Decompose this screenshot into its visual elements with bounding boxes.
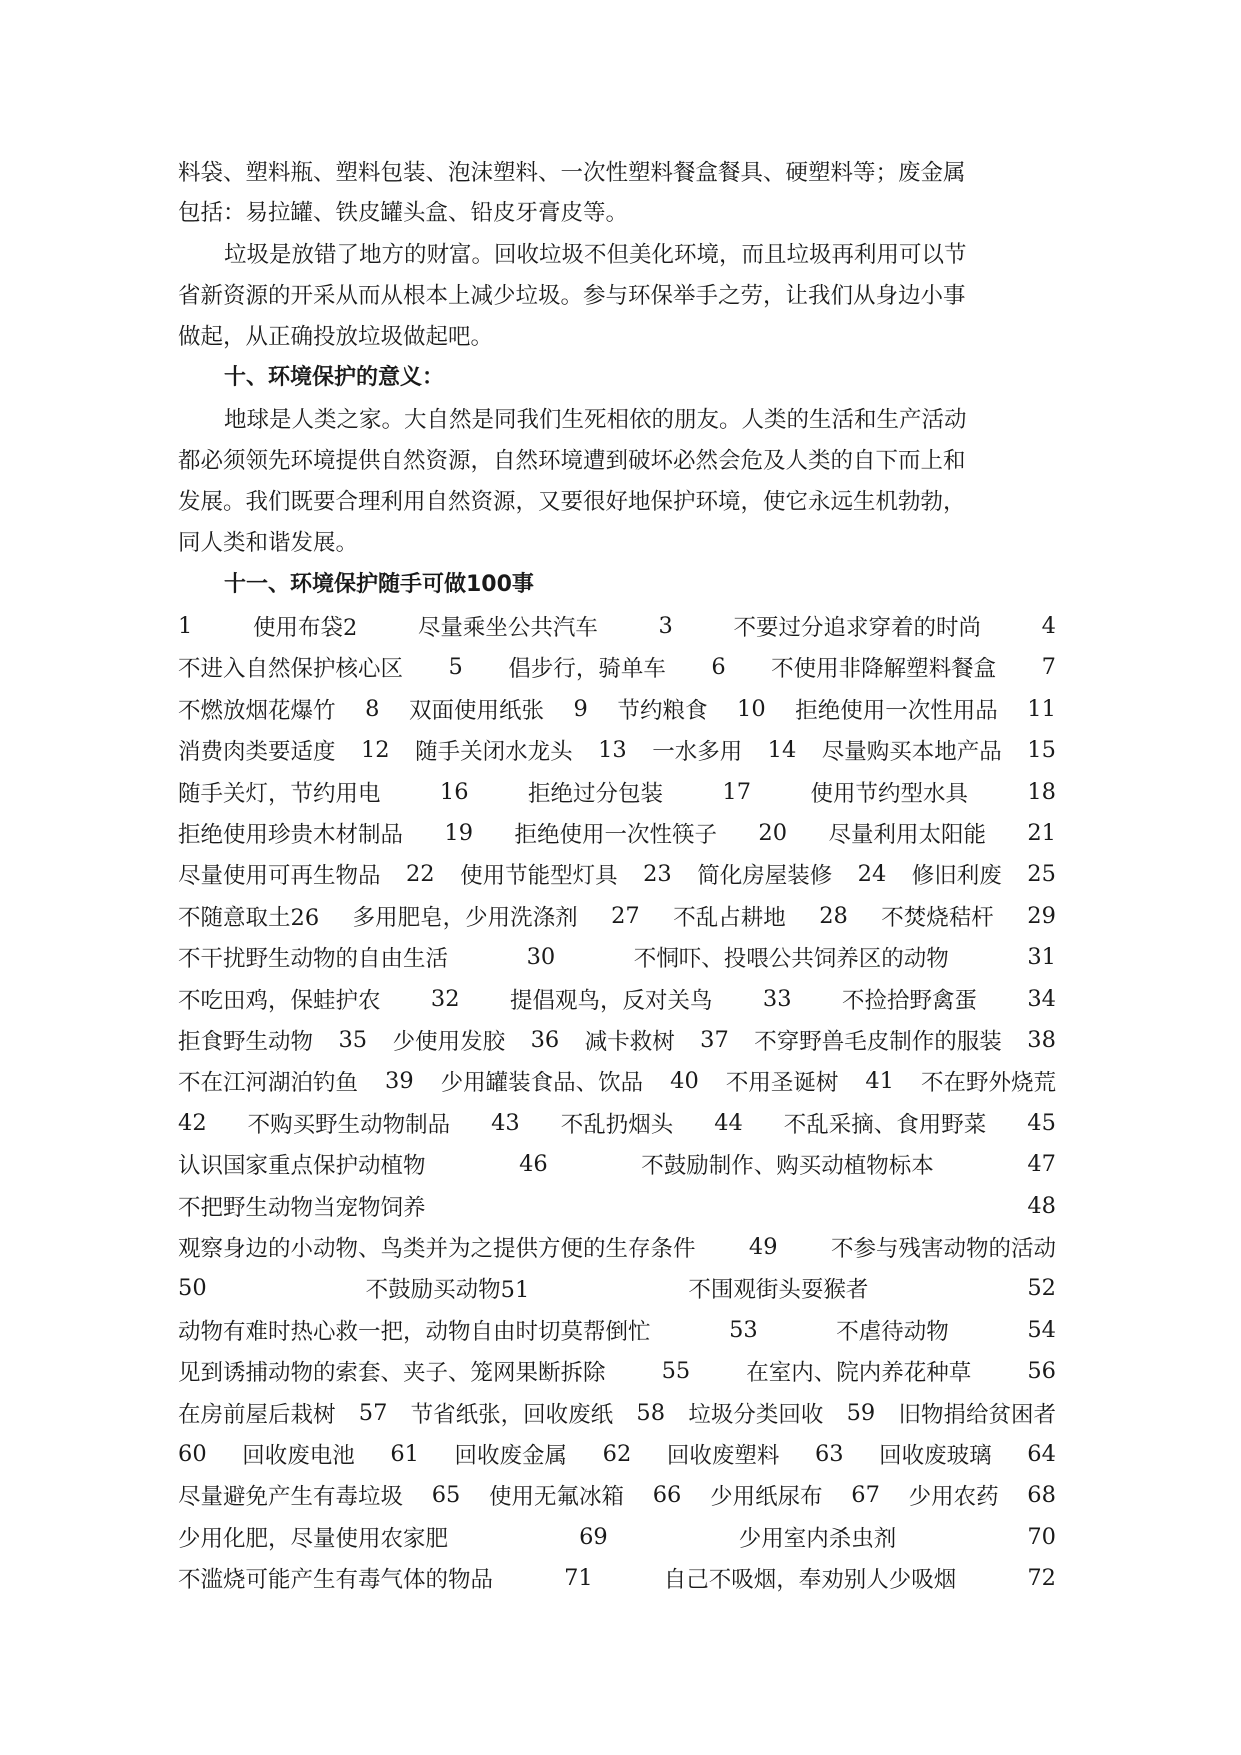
tips-item: 使用节约型水具 bbox=[810, 780, 968, 807]
paragraph-line: 垃圾是放错了地方的财富。回收垃圾不但美化环境，而且垃圾再利用可以节 bbox=[224, 242, 967, 268]
tips-item: 14 bbox=[767, 737, 797, 764]
tips-row bbox=[178, 611, 1056, 641]
tips-item: 认识国家重点保护动植物 bbox=[178, 1153, 426, 1180]
tips-item: 24 bbox=[857, 861, 887, 888]
tips-item: 63 bbox=[814, 1441, 844, 1467]
tips-row bbox=[178, 1191, 1056, 1221]
tips-item: 21 bbox=[1027, 820, 1056, 846]
tips-row bbox=[178, 1439, 1056, 1469]
tips-item: 多用肥皂，少用洗涤剂 bbox=[352, 904, 578, 931]
tips-item: 36 bbox=[530, 1027, 560, 1053]
tips-item: 不燃放烟花爆竹 bbox=[178, 697, 336, 724]
tips-item: 回收废电池 bbox=[242, 1443, 355, 1469]
tips-item: 拒食野生动物 bbox=[178, 1029, 314, 1055]
tips-item: 12 bbox=[360, 737, 390, 764]
tips-item: 17 bbox=[722, 778, 752, 805]
tips-item: 节约粮食 bbox=[617, 697, 708, 724]
paragraph-line: 都必须领先环境提供自然资源，自然环境遭到破坏必然会危及人类的自下而上和 bbox=[178, 448, 966, 474]
tips-item: 回收废塑料 bbox=[666, 1443, 780, 1469]
tips-item: 7 bbox=[1041, 654, 1056, 681]
tips-item: 节省纸张，回收废纸 bbox=[410, 1401, 614, 1428]
tips-row bbox=[178, 1273, 1056, 1303]
tips-item: 3 bbox=[658, 613, 673, 639]
tips-item: 少用室内杀虫剂 bbox=[738, 1525, 897, 1552]
tips-item: 不焚烧秸杆 bbox=[881, 904, 994, 931]
tips-item: 拒绝使用珍贵木材制品 bbox=[178, 822, 404, 848]
tips-item: 69 bbox=[579, 1523, 608, 1550]
tips-item: 30 bbox=[526, 944, 556, 971]
tips-row bbox=[178, 1315, 1056, 1345]
tips-item: 49 bbox=[748, 1234, 778, 1260]
tips-item: 少用罐装食品、饮品 bbox=[440, 1070, 644, 1097]
tips-item: 16 bbox=[439, 778, 469, 805]
tips-row bbox=[178, 777, 1056, 807]
tips-item: 动物有难时热心救一把，动物自由时切莫帮倒忙 bbox=[178, 1318, 651, 1345]
tips-item: 57 bbox=[358, 1399, 388, 1426]
tips-item: 61 bbox=[390, 1441, 419, 1467]
tips-item: 拒绝使用一次性用品 bbox=[795, 697, 998, 724]
tips-item: 23 bbox=[643, 861, 672, 888]
tips-item: 71 bbox=[564, 1565, 593, 1592]
tips-item: 尽量利用太阳能 bbox=[828, 822, 986, 848]
tips-item: 62 bbox=[602, 1441, 632, 1467]
tips-item: 少用农药 bbox=[908, 1484, 999, 1511]
tips-item: 46 bbox=[519, 1151, 548, 1178]
tips-item: 6 bbox=[711, 654, 726, 681]
tips-item: 不购买野生动物制品 bbox=[247, 1111, 451, 1138]
tips-item: 少使用发胶 bbox=[392, 1029, 506, 1055]
section-heading: 十、环境保护的意义： bbox=[224, 365, 445, 390]
paragraph-line: 包括：易拉罐、铁皮罐头盒、铅皮牙膏皮等。 bbox=[178, 200, 629, 226]
tips-item: 28 bbox=[819, 902, 848, 929]
tips-item: 使用无氟冰箱 bbox=[489, 1484, 625, 1511]
tips-item: 29 bbox=[1027, 902, 1056, 929]
tips-item: 43 bbox=[491, 1109, 520, 1136]
tips-item: 22 bbox=[405, 861, 435, 888]
tips-item: 双面使用纸张 bbox=[408, 697, 544, 724]
tips-item: 不参与残害动物的活动 bbox=[830, 1236, 1056, 1262]
tips-row bbox=[178, 901, 1056, 931]
tips-item: 55 bbox=[661, 1358, 691, 1385]
tips-item: 不在江河湖泊钓鱼 bbox=[178, 1070, 359, 1097]
paragraph-line: 地球是人类之家。大自然是同我们生死相依的朋友。人类的生活和生产活动 bbox=[224, 407, 967, 433]
tips-item: 使用节能型灯具 bbox=[460, 863, 618, 890]
tips-item: 不围观街头耍猴者 bbox=[688, 1277, 869, 1304]
tips-row bbox=[178, 859, 1056, 889]
tips-row bbox=[178, 1149, 1056, 1179]
tips-item: 20 bbox=[758, 820, 788, 846]
tips-item: 65 bbox=[431, 1482, 461, 1509]
tips-item: 48 bbox=[1027, 1192, 1056, 1219]
tips-item: 1 bbox=[178, 613, 193, 639]
tips-row bbox=[178, 942, 1056, 972]
tips-item: 消费肉类要适度 bbox=[178, 739, 336, 766]
tips-item: 18 bbox=[1027, 778, 1056, 805]
tips-item: 简化房屋装修 bbox=[697, 863, 833, 890]
tips-row bbox=[178, 694, 1056, 724]
tips-item: 不鼓励制作、购买动植物标本 bbox=[641, 1153, 934, 1180]
tips-item: 25 bbox=[1027, 861, 1056, 888]
tips-item: 68 bbox=[1027, 1482, 1056, 1509]
tips-item: 不捡拾野禽蛋 bbox=[841, 987, 977, 1014]
tips-item: 在房前屋后栽树 bbox=[178, 1401, 336, 1428]
tips-item: 67 bbox=[851, 1482, 880, 1509]
tips-row bbox=[178, 652, 1056, 682]
tips-item: 53 bbox=[729, 1316, 758, 1343]
tips-item: 60 bbox=[178, 1441, 207, 1467]
tips-item: 不乱采摘、食用野菜 bbox=[783, 1111, 987, 1138]
tips-item: 44 bbox=[714, 1109, 743, 1136]
paragraph-line: 料袋、塑料瓶、塑料包装、泡沫塑料、一次性塑料餐盒餐具、硬塑料等；废金属 bbox=[178, 160, 966, 186]
tips-item: 不用圣诞树 bbox=[725, 1070, 839, 1097]
paragraph-line: 同人类和谐发展。 bbox=[178, 530, 359, 556]
tips-item: 不乱占耕地 bbox=[673, 904, 786, 931]
tips-row bbox=[178, 1356, 1056, 1386]
tips-item: 13 bbox=[598, 737, 627, 764]
tips-item: 不乱扔烟头 bbox=[560, 1111, 674, 1138]
tips-item: 33 bbox=[762, 985, 792, 1012]
tips-item: 不滥烧可能产生有毒气体的物品 bbox=[178, 1567, 494, 1594]
tips-item: 随手关闭水龙头 bbox=[415, 739, 573, 766]
tips-item: 10 bbox=[737, 695, 766, 722]
tips-row bbox=[178, 1563, 1056, 1593]
tips-row bbox=[178, 1398, 1056, 1428]
tips-item: 38 bbox=[1027, 1027, 1056, 1053]
tips-item: 少用纸尿布 bbox=[710, 1484, 823, 1511]
tips-item: 27 bbox=[611, 902, 640, 929]
tips-item: 5 bbox=[448, 654, 463, 681]
tips-item: 50 bbox=[178, 1275, 207, 1302]
tips-item: 42 bbox=[178, 1109, 207, 1136]
tips-item: 不鼓励买动物51 bbox=[365, 1277, 530, 1304]
tips-item: 35 bbox=[338, 1027, 368, 1053]
tips-item: 45 bbox=[1027, 1109, 1056, 1136]
tips-item: 不在野外烧荒 bbox=[920, 1070, 1056, 1097]
tips-item: 垃圾分类回收 bbox=[688, 1401, 824, 1428]
tips-item: 19 bbox=[444, 820, 474, 846]
tips-item: 观察身边的小动物、鸟类并为之提供方便的生存条件 bbox=[178, 1236, 696, 1262]
tips-item: 不随意取土26 bbox=[178, 904, 320, 931]
tips-item: 尽量乘坐公共汽车 bbox=[417, 615, 598, 641]
tips-item: 不要过分追求穿着的时尚 bbox=[733, 615, 982, 641]
tips-item: 58 bbox=[636, 1399, 666, 1426]
tips-item: 59 bbox=[846, 1399, 876, 1426]
tips-row bbox=[178, 1025, 1056, 1055]
tips-item: 少用化肥，尽量使用农家肥 bbox=[178, 1525, 449, 1552]
tips-item: 减卡救树 bbox=[584, 1029, 675, 1055]
tips-item: 不恫吓、投喂公共饲养区的动物 bbox=[633, 946, 949, 973]
paragraph-line: 发展。我们既要合理利用自然资源，又要很好地保护环境，使它永远生机勃勃， bbox=[178, 489, 966, 515]
tips-item: 72 bbox=[1027, 1565, 1056, 1592]
tips-item: 随手关灯，节约用电 bbox=[178, 780, 381, 807]
paragraph-line: 做起，从正确投放垃圾做起吧。 bbox=[178, 324, 494, 350]
tips-item: 52 bbox=[1027, 1275, 1056, 1302]
tips-item: 39 bbox=[385, 1068, 414, 1095]
tips-item: 8 bbox=[365, 695, 380, 722]
paragraph-line: 省新资源的开采从而从根本上减少垃圾。参与环保举手之劳，让我们从身边小事 bbox=[178, 283, 966, 309]
tips-item: 64 bbox=[1027, 1441, 1056, 1467]
tips-item: 倡步行，骑单车 bbox=[508, 656, 666, 683]
tips-item: 提倡观鸟，反对关鸟 bbox=[509, 987, 713, 1014]
section-heading: 十一、环境保护随手可做100事 bbox=[224, 572, 534, 597]
tips-item: 不进入自然保护核心区 bbox=[178, 656, 404, 683]
tips-item: 不使用非降解塑料餐盒 bbox=[771, 656, 997, 683]
tips-row bbox=[178, 1522, 1056, 1552]
tips-item: 70 bbox=[1027, 1523, 1056, 1550]
tips-item: 尽量使用可再生物品 bbox=[178, 863, 381, 890]
tips-item: 不穿野兽毛皮制作的服装 bbox=[754, 1029, 1002, 1055]
tips-item: 拒绝使用一次性筷子 bbox=[514, 822, 717, 848]
tips-item: 拒绝过分包装 bbox=[527, 780, 663, 807]
tips-item: 回收废金属 bbox=[454, 1443, 568, 1469]
tips-item: 47 bbox=[1027, 1151, 1056, 1178]
tips-item: 在室内、院内养花种草 bbox=[746, 1360, 972, 1387]
tips-item: 40 bbox=[670, 1068, 699, 1095]
tips-item: 32 bbox=[430, 985, 460, 1012]
tips-item: 不干扰野生动物的自由生活 bbox=[178, 946, 449, 973]
tips-item: 41 bbox=[865, 1068, 894, 1095]
tips-item: 尽量购买本地产品 bbox=[821, 739, 1002, 766]
tips-item: 54 bbox=[1027, 1316, 1056, 1343]
tips-item: 回收废玻璃 bbox=[879, 1443, 992, 1469]
tips-row bbox=[178, 1480, 1056, 1510]
tips-item: 不把野生动物当宠物饲养 bbox=[178, 1194, 426, 1221]
tips-item: 31 bbox=[1027, 944, 1056, 971]
tips-row bbox=[178, 818, 1056, 848]
tips-item: 9 bbox=[573, 695, 588, 722]
tips-item: 一水多用 bbox=[652, 739, 743, 766]
tips-item: 66 bbox=[652, 1482, 682, 1509]
tips-item: 34 bbox=[1027, 985, 1056, 1012]
tips-row bbox=[178, 1108, 1056, 1138]
tips-row bbox=[178, 984, 1056, 1014]
tips-item: 旧物捐给贫困者 bbox=[898, 1401, 1056, 1428]
tips-item: 不吃田鸡，保蛙护农 bbox=[178, 987, 381, 1014]
tips-item: 15 bbox=[1027, 737, 1056, 764]
tips-item: 见到诱捕动物的索套、夹子、笼网果断拆除 bbox=[178, 1360, 606, 1387]
tips-item: 尽量避免产生有毒垃圾 bbox=[178, 1484, 404, 1511]
tips-item: 不虐待动物 bbox=[836, 1318, 949, 1345]
tips-item: 4 bbox=[1041, 613, 1056, 639]
tips-row bbox=[178, 1232, 1056, 1262]
tips-item: 修旧利废 bbox=[911, 863, 1002, 890]
tips-row bbox=[178, 1066, 1056, 1096]
tips-item: 自己不吸烟，奉劝别人少吸烟 bbox=[663, 1567, 957, 1594]
tips-item: 56 bbox=[1027, 1358, 1056, 1385]
tips-row bbox=[178, 735, 1056, 765]
tips-item: 使用布袋2 bbox=[252, 615, 358, 641]
tips-item: 37 bbox=[700, 1027, 729, 1053]
tips-item: 11 bbox=[1027, 695, 1056, 722]
